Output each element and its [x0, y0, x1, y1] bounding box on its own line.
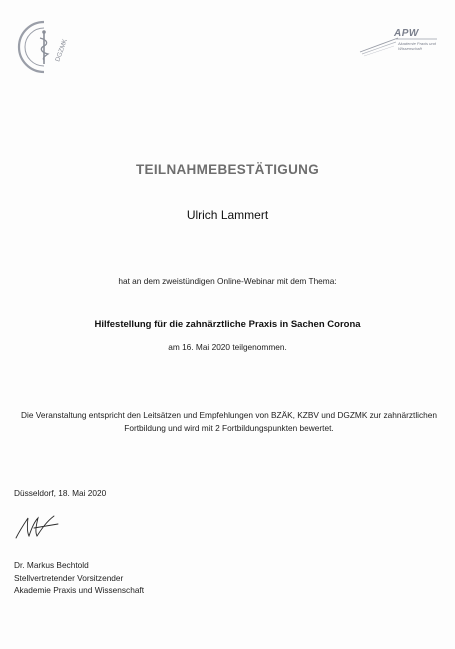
dgzmk-logo-icon — [15, 18, 73, 76]
place-and-date: Düsseldorf, 18. Mai 2020 — [14, 488, 107, 498]
signatory-role: Stellvertretender Vorsitzender — [14, 572, 124, 583]
accreditation-paragraph: Die Veranstaltung entspricht den Leitsätzen und Empfehlungen von BZÄK, KZBV und DGZMK zur zahnärztlichen Fortbildung und wird mit 2 Fortbildungspunkten bewertet. — [21, 410, 437, 433]
signatory-organization: Akademie Praxis und Wissenschaft — [14, 585, 145, 595]
signatory-name: Dr. Markus Bechtold — [14, 560, 89, 570]
page-title: TEILNAHMEBESTÄTIGUNG — [136, 162, 319, 177]
signatory-block — [14, 559, 144, 597]
apw-logo — [358, 28, 438, 68]
apw-subtitle: Akademie Praxis und Wissenschaft — [398, 41, 436, 51]
attendance-date: am 16. Mai 2020 teilgenommen. — [168, 342, 287, 352]
intro-text: hat an dem zweistündigen Online-Webinar mit dem Thema: — [118, 276, 337, 286]
handwritten-signature — [14, 512, 84, 542]
apw-title: APW — [394, 28, 419, 39]
dgzmk-logo — [15, 18, 73, 76]
participant-name: Ulrich Lammert — [186, 208, 269, 222]
svg-text:DGZMK: DGZMK — [54, 38, 69, 63]
webinar-topic: Hilfestellung für die zahnärztliche Praxis in Sachen Corona — [94, 319, 361, 330]
